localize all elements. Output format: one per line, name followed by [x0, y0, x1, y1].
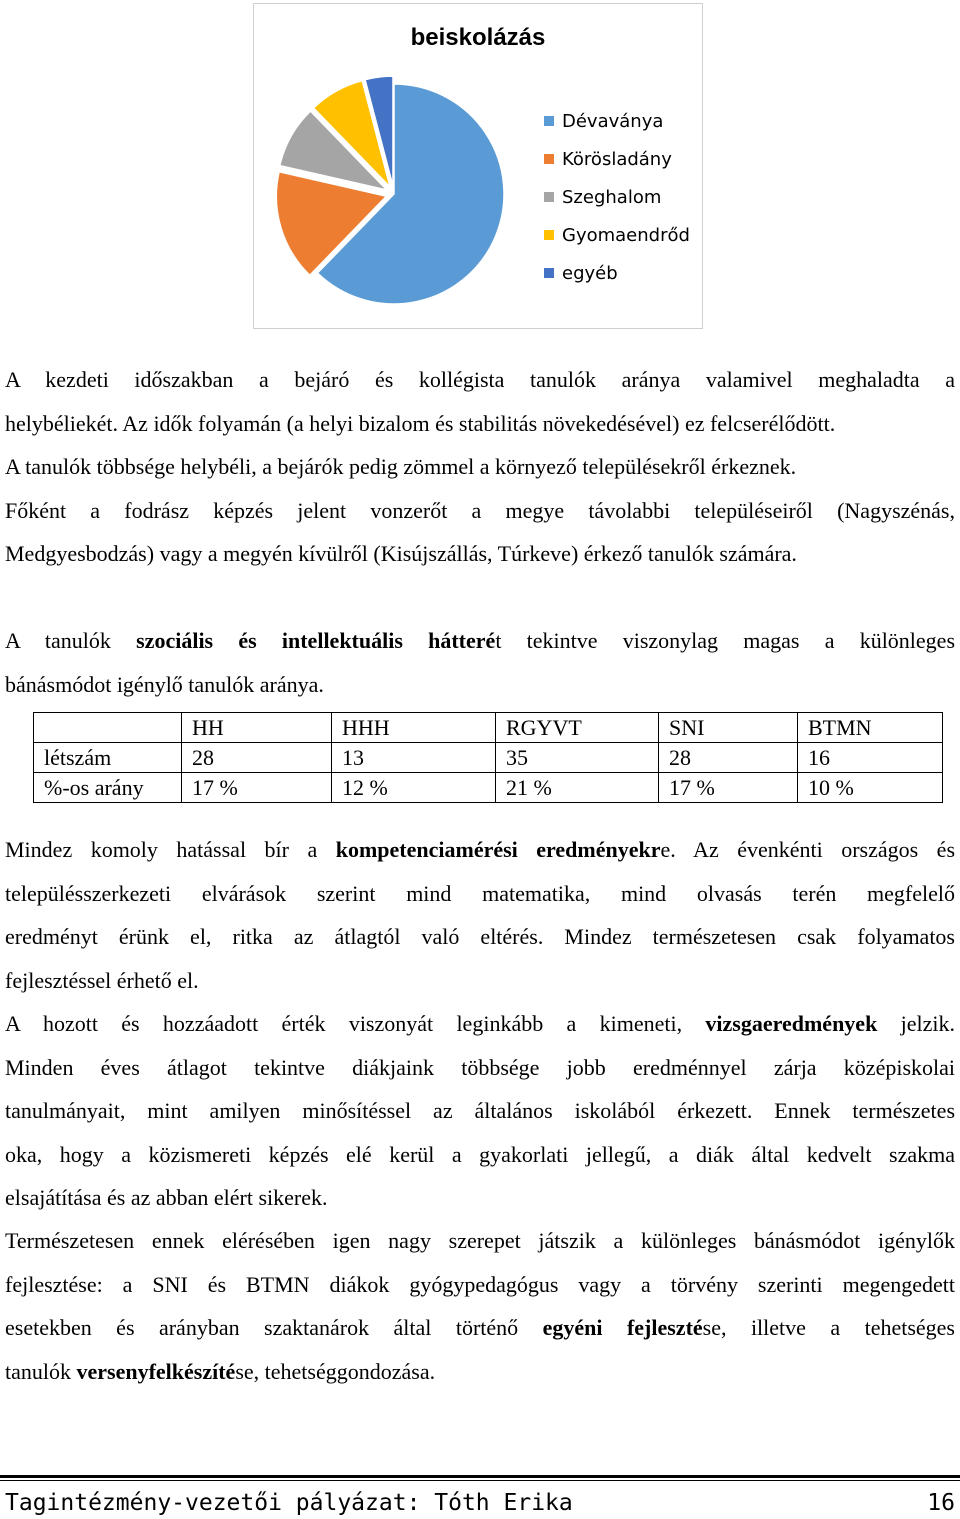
legend-label: Körösladány: [562, 148, 672, 170]
text-line: esetekben és arányban szaktanárok által történő egyéni fejlesztése, illetve a tehetséges: [5, 1315, 955, 1340]
table-cell: HH: [182, 713, 332, 743]
text-line: Medgyesbodzás) vagy a megyén kívülről (Kisújszállás, Túrkeve) érkező tanulók számára.: [5, 541, 797, 566]
table-cell: 35: [496, 743, 659, 773]
legend-item: [544, 102, 690, 140]
text-line: fejlesztése: a SNI és BTMN diákok gyógypedagógus vagy a törvény szerinti megengedett: [5, 1271, 955, 1297]
text-line: tanulók versenyfelkészítése, tehetséggondozása.: [5, 1358, 436, 1384]
paragraph-5: [5, 1219, 955, 1393]
table-cell: 17 %: [659, 773, 798, 803]
table-cell: 21 %: [496, 773, 659, 803]
text-line: fejlesztéssel érhető el.: [5, 967, 199, 993]
bold-text: versenyfelkészíté: [76, 1358, 236, 1384]
footer-divider: [0, 1480, 960, 1481]
text-line: településszerkezeti elvárások szerint mind matematika, mind olvasás terén megfelelő: [5, 880, 955, 906]
text-line: Minden éves átlagot tekintve diákjaink többsége jobb eredménnyel zárja középiskolai: [5, 1054, 955, 1080]
text-line: Mindez komoly hatással bír a kompetenciamérési eredményekre. Az évenkénti országos és: [5, 837, 956, 862]
pie-chart: [253, 3, 703, 329]
text-line: bánásmódot igénylő tanulók aránya.: [5, 671, 324, 697]
table-cell: %-os arány: [34, 773, 182, 803]
legend-swatch: [544, 192, 554, 202]
legend-item: [544, 216, 690, 254]
table-cell: 17 %: [182, 773, 332, 803]
legend-item: [544, 254, 690, 292]
text-line: helybéliekét. Az idők folyamán (a helyi bizalom és stabilitás növekedésével) ez felcserélődött.: [5, 410, 836, 436]
legend-swatch: [544, 154, 554, 164]
paragraph-3: [5, 828, 955, 1002]
text-line: A tanulók szociális és intellektuális hátterét tekintve viszonylag magas a különleges: [5, 628, 956, 653]
paragraph-4: [5, 1002, 955, 1220]
text-line: Természetesen ennek elérésében igen nagy szerepet játszik a különleges bánásmódot igénylők: [5, 1228, 955, 1253]
text-line: A kezdeti időszakban a bejáró és kollégista tanulók aránya valamivel meghaladta a: [5, 367, 955, 392]
table-cell: RGYVT: [496, 713, 659, 743]
paragraph-1: [5, 358, 955, 576]
table-cell: 16: [798, 743, 943, 773]
table-cell: 12 %: [332, 773, 496, 803]
text-line: tanulmányait, mint amilyen minősítéssel az általános iskolából érkezett. Ennek természetes: [5, 1098, 955, 1123]
table-cell: HHH: [332, 713, 496, 743]
legend-swatch: [544, 268, 554, 278]
bold-text: szociális és intellektuális hátteré: [136, 628, 496, 653]
table-cell: 28: [659, 743, 798, 773]
text-line: A hozott és hozzáadott érték viszonyát leginkább a kimeneti, vizsgaeredmények jelzik.: [5, 1011, 955, 1036]
text-line: eredményt érünk el, ritka az átlagtól való eltérés. Mindez természetesen csak folyamatos: [5, 924, 955, 949]
table-cell: 10 %: [798, 773, 943, 803]
table-row: [34, 773, 943, 803]
bold-text: vizsgaeredmények: [705, 1011, 878, 1036]
table-cell: létszám: [34, 743, 182, 773]
table-cell: [34, 713, 182, 743]
bold-text: egyéni fejleszté: [542, 1315, 703, 1340]
table-cell: SNI: [659, 713, 798, 743]
legend-label: Szeghalom: [562, 186, 662, 208]
text-line: oka, hogy a közismereti képzés elé kerül a gyakorlati jellegű, a diák által kedvelt szakma: [5, 1141, 955, 1167]
legend-swatch: [544, 116, 554, 126]
table-cell: BTMN: [798, 713, 943, 743]
text-line: Főként a fodrász képzés jelent vonzerőt a megye távolabbi településeiről (Nagyszénás,: [5, 497, 955, 523]
legend-item: [544, 140, 690, 178]
table-cell: 28: [182, 743, 332, 773]
table-row: [34, 743, 943, 773]
table-cell: 13: [332, 743, 496, 773]
page-number: 16: [927, 1490, 955, 1516]
legend-label: Gyomaendrőd: [562, 224, 690, 246]
chart-title: beiskolázás: [410, 24, 546, 51]
footer-title: Tagintézmény-vezetői pályázat: Tóth Erika: [5, 1490, 573, 1516]
paragraph-2: [5, 619, 955, 706]
text-line: elsajátítása és az abban elért sikerek.: [5, 1185, 328, 1210]
legend-label: Dévaványa: [562, 110, 664, 132]
text-line: A tanulók többsége helybéli, a bejárók pedig zömmel a környező településekről érkeznek.: [5, 454, 797, 479]
legend-label: egyéb: [562, 262, 618, 284]
data-table: [33, 712, 943, 803]
legend-swatch: [544, 230, 554, 240]
table-header-row: [34, 713, 943, 743]
legend-item: [544, 178, 690, 216]
chart-legend: [544, 102, 690, 292]
bold-text: kompetenciamérési eredményekr: [335, 837, 661, 862]
footer-divider: [0, 1475, 960, 1478]
